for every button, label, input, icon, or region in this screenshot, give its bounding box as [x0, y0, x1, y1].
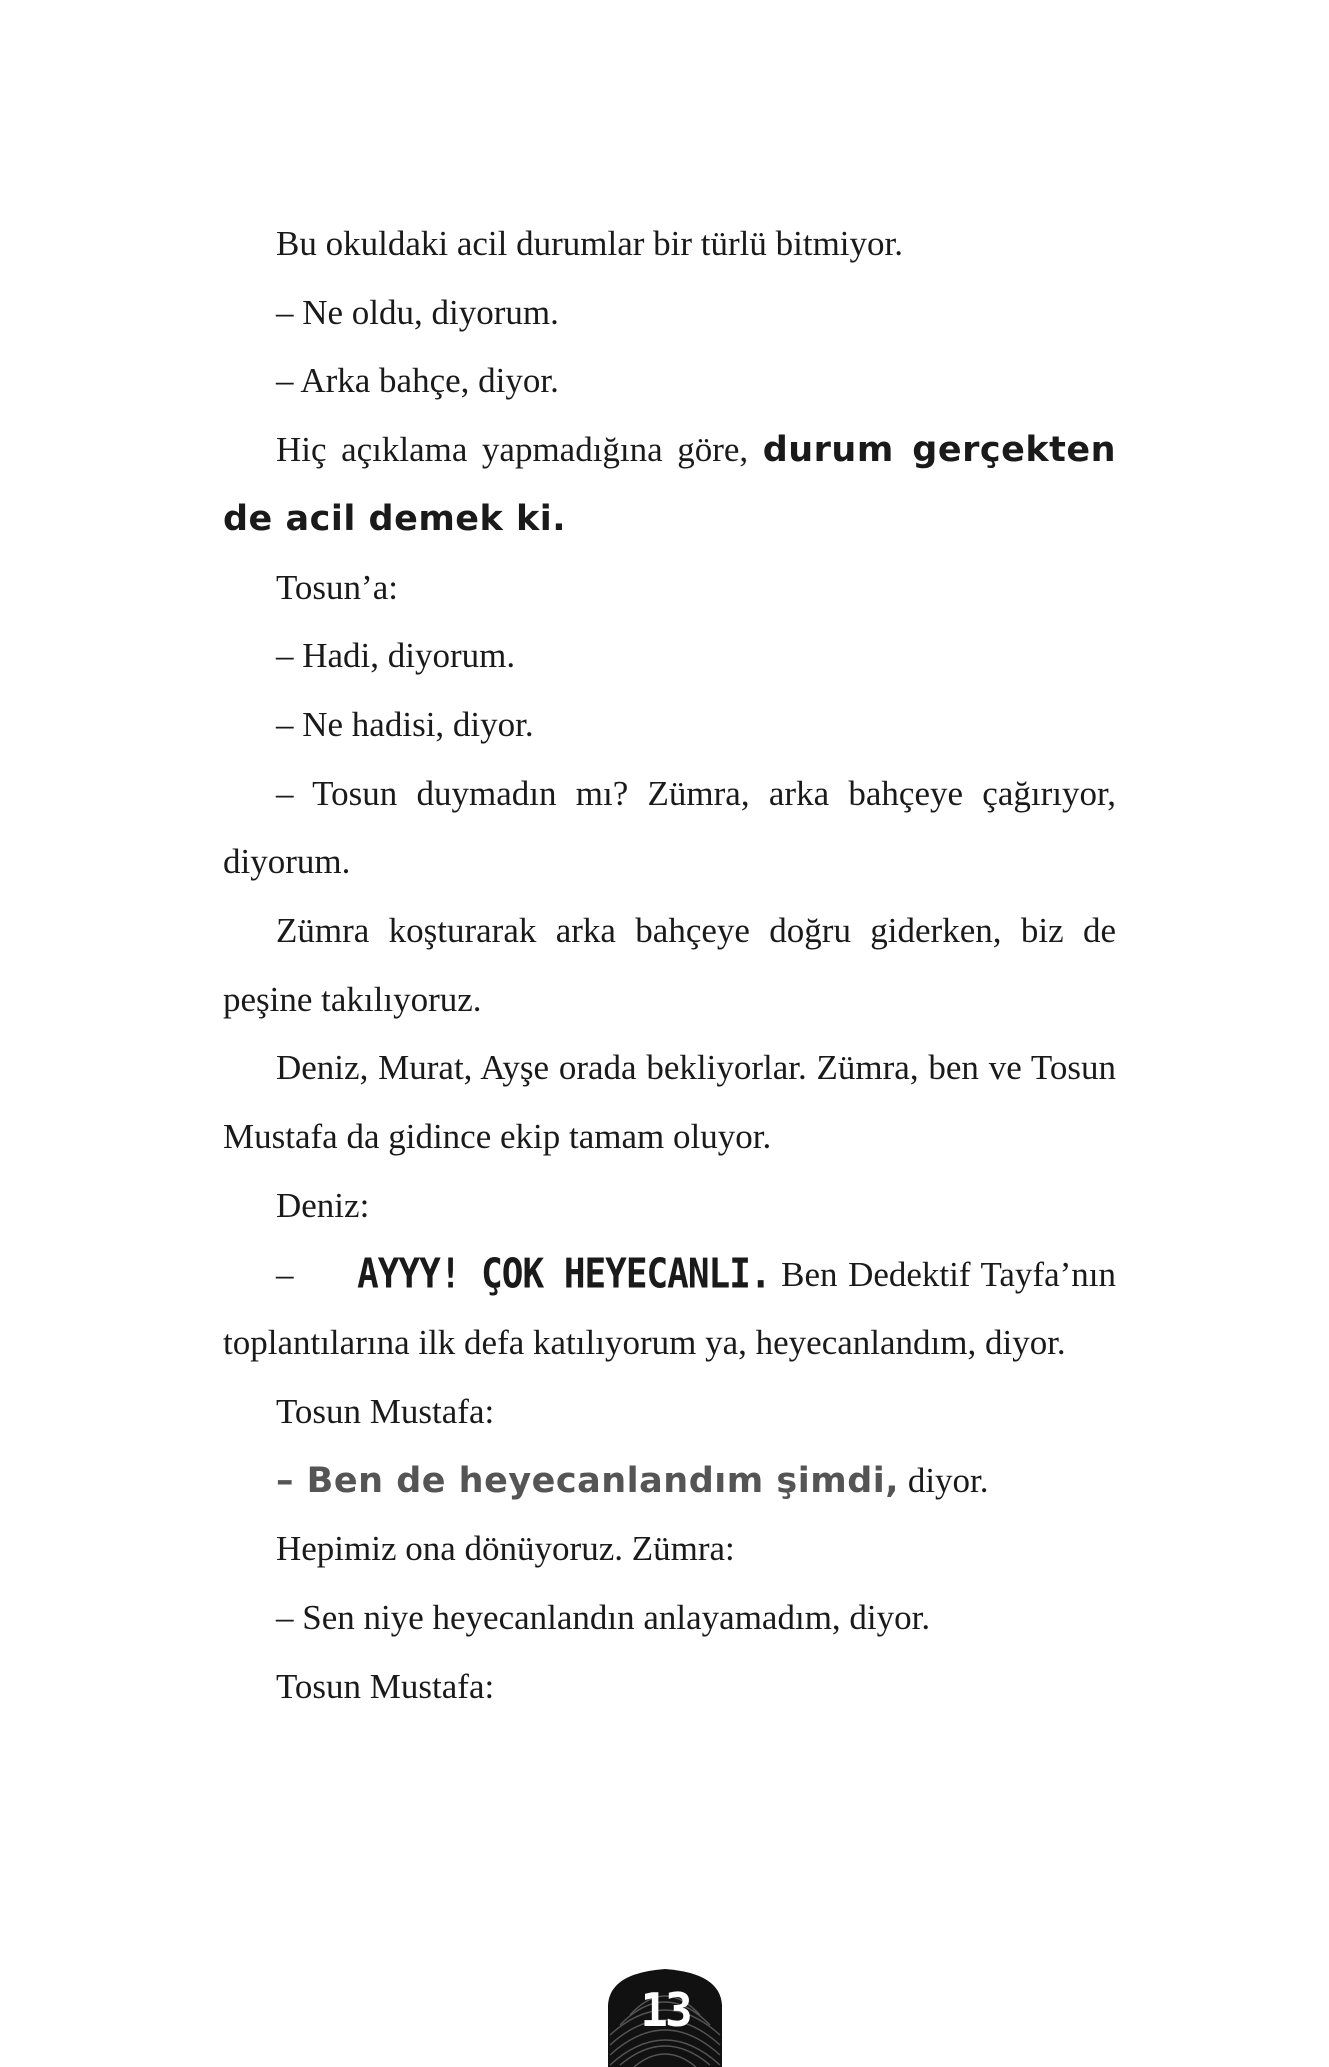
paragraph: Tosun Mustafa:: [276, 1391, 495, 1431]
paragraph: Tosun Mustafa:: [276, 1666, 495, 1706]
paragraph: – Hadi, diyorum.: [276, 636, 516, 676]
paragraph: Hiç açıklama yapmadığına göre, durum gerçekten de acil demek ki.: [223, 430, 1116, 539]
paragraph: – Tosun duymadın mı? Zümra, arka bahçeye çağırıyor, diyorum.: [223, 773, 1116, 882]
paragraph: Bu okuldaki acil durumlar bir türlü bitmiyor.: [276, 224, 903, 263]
paragraph: Zümra koşturarak arka bahçeye doğru giderken, biz de peşine takılıyoruz.: [223, 911, 1116, 1019]
paragraph: – Sen niye heyecanlandın anlayamadım, diyor.: [276, 1598, 931, 1638]
paragraph: Deniz, Murat, Ayşe orada bekliyorlar. Zümra, ben ve Tosun Mustafa da gidince ekip tamam oluyor.: [223, 1048, 1116, 1157]
paragraph: – Ne hadisi, diyor.: [276, 704, 534, 744]
paragraph: Hepimiz ona dönüyoruz. Zümra:: [276, 1529, 735, 1569]
page-number: 13: [640, 1983, 690, 2037]
paragraph: – Ben de heyecanlandım şimdi, diyor.: [276, 1460, 989, 1501]
paragraph: – Arka bahçe, diyor.: [276, 361, 559, 401]
paragraph: Deniz:: [276, 1185, 370, 1225]
emphasis-caps: AYYY! ÇOK HEYECANLI.: [357, 1250, 771, 1298]
paragraph: Tosun’a:: [276, 567, 398, 607]
emphasis-handwritten-outline: – Ben de heyecanlandım şimdi,: [276, 1460, 900, 1501]
emphasis-handwritten: durum gerçekten de acil demek ki.: [223, 430, 1116, 539]
paragraph: – Ne oldu, diyorum.: [276, 292, 559, 332]
body-text: [223, 210, 1116, 1721]
page-number-badge: [600, 1965, 730, 2067]
paragraph: – AYYY! ÇOK HEYECANLI. Ben Dedektif Tayfa’nın toplantılarına ilk defa katılıyorum ya, heyecanlandım, diyor.: [223, 1241, 1116, 1378]
